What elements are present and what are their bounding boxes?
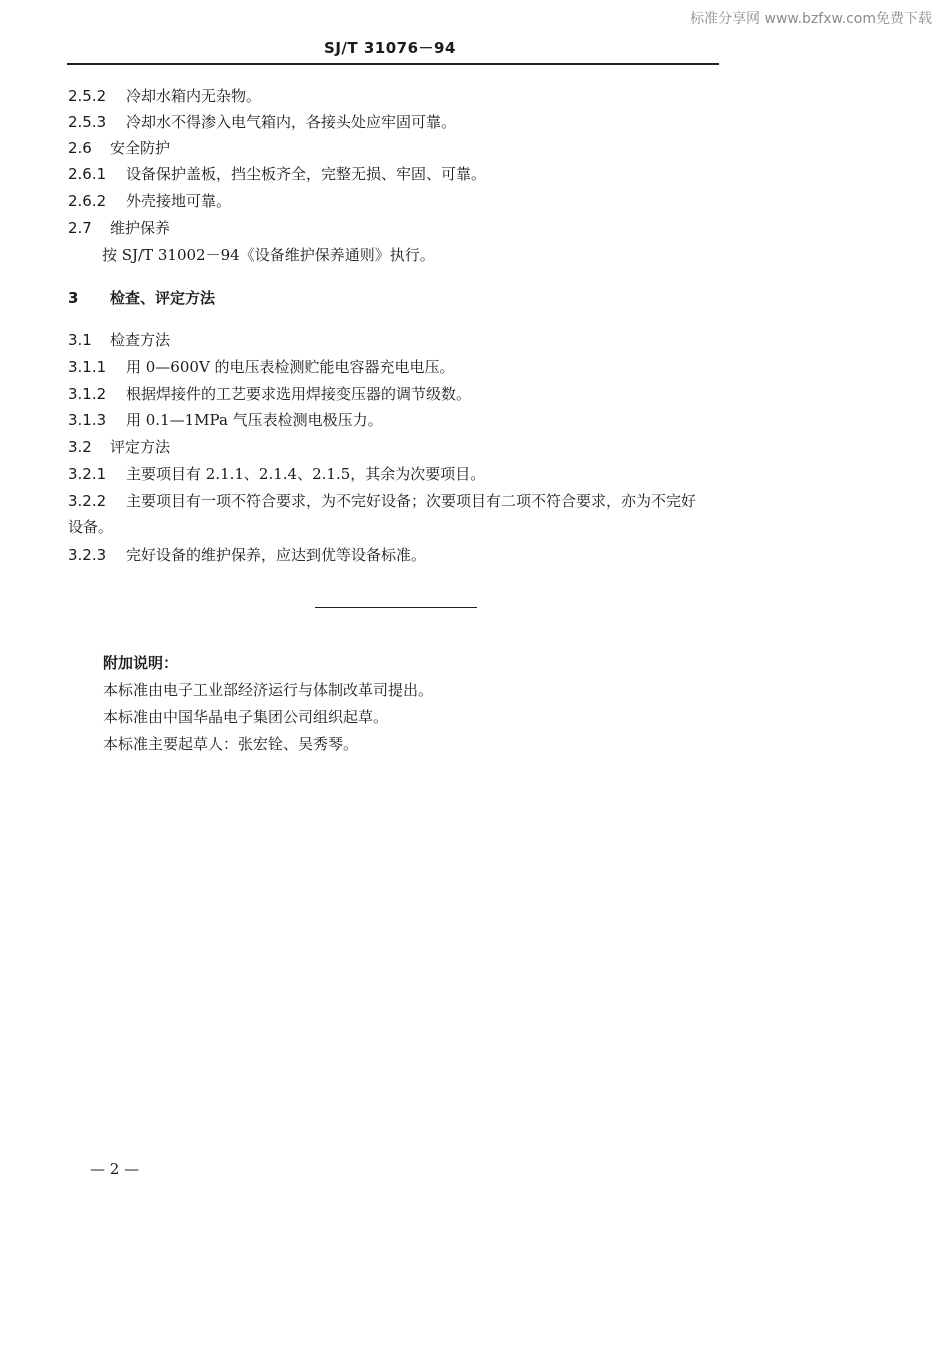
clause-text: 根据焊接件的工艺要求选用焊接变压器的调节级数。 (126, 385, 472, 403)
clause-3-2 (68, 437, 170, 457)
watermark-text: 标准分享网 www.bzfxw.com免费下载 (690, 11, 932, 27)
clause-2-6-2 (68, 191, 231, 211)
clause-text: 维护保养 (110, 219, 171, 237)
clause-text: 外壳接地可靠。 (126, 192, 232, 210)
notes-line: 本标准主要起草人：张宏铨、吴秀琴。 (103, 735, 359, 753)
clause-2-6 (68, 138, 170, 158)
clause-3-2-3 (68, 545, 426, 565)
end-of-text-rule (315, 607, 477, 608)
clause-number: 2.6.1 (68, 165, 107, 183)
notes-line: 本标准由电子工业部经济运行与体制改革司提出。 (103, 681, 434, 699)
clause-3-2-2-continued (68, 517, 113, 537)
clause-number: 3.2.1 (68, 465, 107, 483)
clause-number: 2.6 (68, 139, 92, 157)
clause-number: 2.5.2 (68, 87, 107, 105)
clause-number: 3.2 (68, 438, 92, 456)
clause-text: 设备。 (68, 518, 114, 536)
section-number: 3 (68, 289, 79, 307)
clause-text: 主要项目有一项不符合要求，为不完好设备；次要项目有二项不符合要求，亦为不完好 (126, 492, 697, 510)
clause-2-7 (68, 218, 170, 238)
clause-text: 完好设备的维护保养，应达到优等设备标准。 (126, 546, 427, 564)
clause-text: 安全防护 (110, 139, 171, 157)
clause-3-2-2 (68, 491, 696, 511)
clause-3-1-2 (68, 384, 471, 404)
clause-number: 2.7 (68, 219, 92, 237)
clause-number: 2.6.2 (68, 192, 107, 210)
clause-2-5-3 (68, 112, 456, 132)
clause-2-7-body (102, 245, 435, 265)
clause-number: 3.2.2 (68, 492, 107, 510)
notes-line: 本标准由中国华晶电子集团公司组织起草。 (103, 708, 389, 726)
clause-3-2-1 (68, 464, 485, 484)
clause-2-5-2 (68, 86, 261, 106)
section-title: 检查、评定方法 (110, 289, 216, 307)
clause-text: 检查方法 (110, 331, 171, 349)
notes-title: 附加说明： (103, 654, 179, 672)
clause-text: 用 0—600V 的电压表检测贮能电容器充电电压。 (126, 358, 455, 376)
clause-text: 按 SJ/T 31002－94《设备维护保养通则》执行。 (102, 246, 435, 264)
page-number: — 2 — (90, 1160, 140, 1178)
clause-text: 用 0.1—1MPa 气压表检测电极压力。 (126, 411, 383, 429)
clause-number: 3.2.3 (68, 546, 107, 564)
clause-text: 冷却水不得渗入电气箱内，各接头处应牢固可靠。 (126, 113, 457, 131)
clause-number: 3.1.2 (68, 385, 107, 403)
clause-3-1-3 (68, 410, 383, 430)
clause-text: 冷却水箱内无杂物。 (126, 87, 262, 105)
section-3-heading (68, 288, 215, 308)
clause-text: 评定方法 (110, 438, 171, 456)
clause-2-6-1 (68, 164, 486, 184)
header-rule (67, 63, 719, 65)
clause-text: 设备保护盖板，挡尘板齐全，完整无损、牢固、可靠。 (126, 165, 487, 183)
clause-number: 3.1.3 (68, 411, 107, 429)
clause-number: 2.5.3 (68, 113, 107, 131)
clause-3-1-1 (68, 357, 455, 377)
clause-text: 主要项目有 2.1.1、2.1.4、2.1.5，其余为次要项目。 (126, 465, 486, 483)
clause-number: 3.1 (68, 331, 92, 349)
clause-number: 3.1.1 (68, 358, 107, 376)
standard-code-header: SJ/T 31076－94 (324, 39, 456, 57)
clause-3-1 (68, 330, 170, 350)
